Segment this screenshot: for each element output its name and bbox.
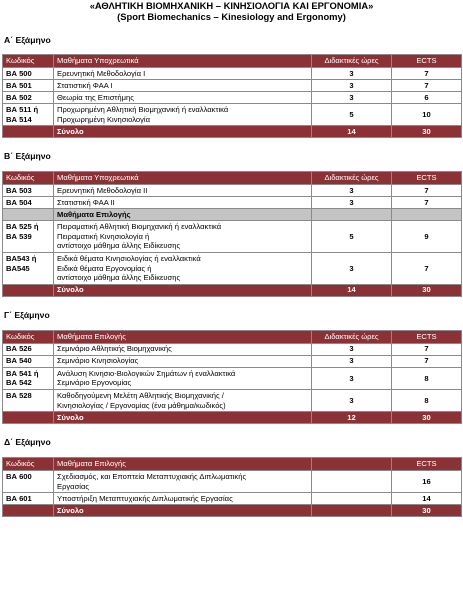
course-title-alt: Προχωρημένη Κινησιολογία	[57, 114, 150, 124]
course-ects: 7	[392, 355, 462, 367]
course-ects: 6	[392, 92, 462, 104]
course-title: Σεμινάριο Κινησιολογίας	[54, 355, 312, 367]
course-hours: 3	[312, 355, 392, 367]
course-code-alt: ΒΑ 539	[6, 231, 32, 241]
course-code-alt: ΒΑ 542	[6, 378, 32, 388]
course-hours: 3	[312, 68, 392, 80]
course-title-alt: Σεμινάριο Εργονομίας	[57, 378, 132, 388]
course-title: Σχεδιασμός, και Εποπτεία Μεταπτυχιακής Διπλωματικής	[57, 472, 247, 482]
course-title-cell	[54, 221, 312, 253]
total-hours: 14	[312, 126, 392, 138]
total-row	[3, 126, 462, 138]
course-ects: 7	[392, 80, 462, 92]
course-title: Ανάλυση Κινησιο-Βιολογικών Σημάτων ή εναλλακτικά	[57, 368, 236, 378]
total-ects: 30	[392, 412, 462, 424]
total-row	[3, 412, 462, 424]
document-title: «ΑΘΛΗΤΙΚΗ ΒΙΟΜΗΧΑΝΙΚΗ – ΚΙΝΗΣΙΟΛΟΓΙΑ ΚΑΙ ΕΡΓΟΝΟΜΙΑ»	[89, 0, 374, 11]
total-hours	[312, 505, 392, 517]
table-row	[3, 104, 462, 126]
semester-c-table	[2, 330, 462, 424]
course-code: ΒΑ543 ή	[6, 253, 37, 263]
course-hours: 3	[312, 389, 392, 411]
total-hours: 12	[312, 412, 392, 424]
header-hours: Διδακτικές ώρες	[312, 330, 392, 343]
total-label: Σύνολο	[54, 412, 312, 424]
elective-header-row	[3, 209, 462, 221]
course-title-alt: Ειδικά θέματα Εργονομίας ή	[57, 263, 152, 273]
course-code: ΒΑ 502	[3, 92, 54, 104]
header-courses: Μαθήματα Υποχρεωτικά	[54, 55, 312, 68]
total-ects: 30	[392, 126, 462, 138]
course-title-alt: Πειραματική Κινησιολογία ή	[57, 231, 150, 241]
course-code: ΒΑ 540	[3, 355, 54, 367]
table-row	[3, 343, 462, 355]
table-row	[3, 389, 462, 411]
course-ects: 7	[392, 185, 462, 197]
header-hours: Διδακτικές ώρες	[312, 172, 392, 185]
table-header-row	[3, 458, 462, 471]
table-row	[3, 68, 462, 80]
course-code: ΒΑ 525 ή	[6, 222, 39, 232]
course-hours: 3	[312, 252, 392, 284]
course-title: Πειραματική Αθλητική Βιομηχανική ή εναλλακτικά	[57, 222, 222, 232]
table-row	[3, 80, 462, 92]
course-title: Καθοδηγούμενη Μελέτη Αθλητικής Βιομηχανικής /	[57, 390, 224, 400]
header-code: Κωδικός	[3, 172, 54, 185]
table-row	[3, 355, 462, 367]
course-code-cell	[3, 367, 54, 389]
course-ects: 10	[392, 104, 462, 126]
course-ects: 7	[392, 252, 462, 284]
total-row	[3, 284, 462, 296]
course-ects: 8	[392, 367, 462, 389]
course-code: ΒΑ 504	[3, 197, 54, 209]
table-row	[3, 471, 462, 493]
course-title: Στατιστική ΦΑΑ Ι	[54, 80, 312, 92]
total-ects: 30	[392, 284, 462, 296]
course-hours: 3	[312, 343, 392, 355]
table-row	[3, 185, 462, 197]
course-title: Στατιστική ΦΑΑ ΙΙ	[54, 197, 312, 209]
course-ects: 7	[392, 68, 462, 80]
header-ects: ECTS	[392, 458, 462, 471]
course-ects: 8	[392, 389, 462, 411]
semester-b-table	[2, 171, 462, 297]
course-title-cell	[54, 367, 312, 389]
total-row	[3, 505, 462, 517]
semester-c-heading: Γ΄ Εξάμηνο	[4, 309, 50, 320]
course-code-cell	[3, 252, 54, 284]
table-header-row	[3, 172, 462, 185]
course-hours: 3	[312, 80, 392, 92]
course-ects: 7	[392, 343, 462, 355]
total-hours: 14	[312, 284, 392, 296]
document-subtitle: (Sport Biomechanics – Kinesiology and Ergonomy)	[117, 11, 346, 22]
course-hours: 3	[312, 185, 392, 197]
header-hours: Διδακτικές ώρες	[312, 55, 392, 68]
course-title-cell	[54, 252, 312, 284]
course-title: Σεμινάριο Αθλητικής Βιομηχανικής	[54, 343, 312, 355]
course-code: ΒΑ 511 ή	[6, 105, 39, 114]
course-code-alt: ΒΑ 514	[6, 114, 32, 124]
total-label: Σύνολο	[54, 505, 312, 517]
table-header-row	[3, 330, 462, 343]
semester-d-table	[2, 457, 462, 517]
course-title-alt: Κινησιολογίας / Εργονομίας (ένα μάθημα/κωδικός)	[57, 400, 226, 410]
course-title-cell	[54, 471, 312, 493]
table-row	[3, 221, 462, 253]
course-code: ΒΑ 501	[3, 80, 54, 92]
course-code: ΒΑ 601	[3, 493, 54, 505]
course-title-alt2: αντίστοιχο μάθημα άλλης Ειδίκευσης	[57, 241, 181, 251]
total-label: Σύνολο	[54, 126, 312, 138]
header-courses: Μαθήματα Υποχρεωτικά	[54, 172, 312, 185]
header-courses: Μαθήματα Επιλογής	[54, 458, 312, 471]
header-ects: ECTS	[392, 55, 462, 68]
header-code: Κωδικός	[3, 458, 54, 471]
course-ects: 7	[392, 197, 462, 209]
header-code: Κωδικός	[3, 55, 54, 68]
course-code: ΒΑ 528	[3, 389, 54, 411]
course-code: ΒΑ 600	[3, 471, 54, 493]
course-hours: 3	[312, 197, 392, 209]
total-label: Σύνολο	[54, 284, 312, 296]
course-code: ΒΑ 526	[3, 343, 54, 355]
course-code: ΒΑ 503	[3, 185, 54, 197]
semester-a-table	[2, 54, 462, 138]
course-title-alt2: αντίστοιχο μάθημα άλλης Ειδίκευσης	[57, 273, 181, 283]
course-ects: 14	[392, 493, 462, 505]
course-ects: 9	[392, 221, 462, 253]
course-title: Υποστήριξη Μεταπτυχιακής Διπλωματικής Εργασίας	[54, 493, 312, 505]
header-ects: ECTS	[392, 172, 462, 185]
semester-d-heading: Δ΄ Εξάμηνο	[4, 437, 51, 448]
total-ects: 30	[392, 505, 462, 517]
course-hours: 5	[312, 104, 392, 126]
course-title: Θεωρία της Επιστήμης	[54, 92, 312, 104]
course-hours: 5	[312, 221, 392, 253]
course-ects: 16	[392, 471, 462, 493]
course-code-alt: ΒΑ545	[6, 263, 30, 273]
course-title-cell	[54, 389, 312, 411]
course-hours: 3	[312, 92, 392, 104]
course-title: Προχωρημένη Αθλητική Βιομηχανική ή εναλλακτικά	[57, 105, 229, 114]
course-code: ΒΑ 500	[3, 68, 54, 80]
course-title-alt: Εργασίας	[57, 481, 89, 491]
table-header-row	[3, 55, 462, 68]
table-row	[3, 92, 462, 104]
semester-a-heading: Α΄ Εξάμηνο	[4, 35, 51, 45]
semester-b-heading: Β΄ Εξάμηνο	[4, 151, 51, 162]
course-hours	[312, 471, 392, 493]
course-hours: 3	[312, 367, 392, 389]
course-hours	[312, 493, 392, 505]
course-title: Ερευνητική Μεθοδολογία Ι	[54, 68, 312, 80]
course-code-cell	[3, 221, 54, 253]
elective-label: Μαθήματα Επιλογής	[54, 209, 312, 221]
course-code: ΒΑ 541 ή	[6, 368, 39, 378]
course-title: Ειδικά θέματα Κινησιολογίας ή εναλλακτικά	[57, 253, 201, 263]
table-row	[3, 197, 462, 209]
header-ects: ECTS	[392, 330, 462, 343]
table-row	[3, 493, 462, 505]
course-title-cell	[54, 104, 312, 126]
table-row	[3, 367, 462, 389]
course-title: Ερευνητική Μεθοδολογία ΙΙ	[54, 185, 312, 197]
header-code: Κωδικός	[3, 330, 54, 343]
header-courses: Μαθήματα Επιλογής	[54, 330, 312, 343]
course-code-cell	[3, 104, 54, 126]
table-row	[3, 252, 462, 284]
